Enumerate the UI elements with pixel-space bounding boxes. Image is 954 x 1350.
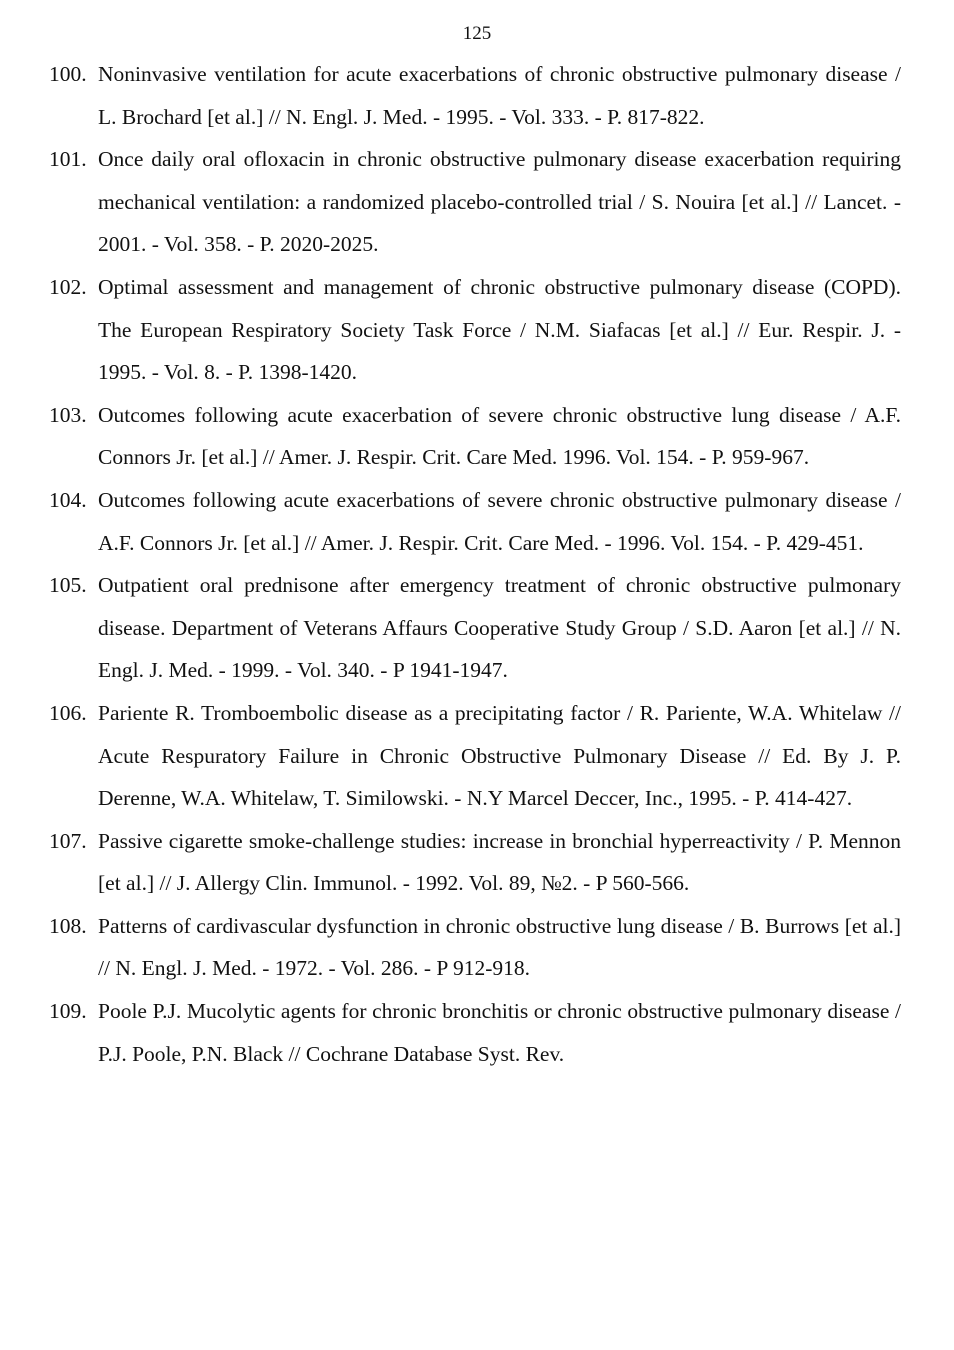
reference-text: Outcomes following acute exacerbations of severe chronic obstructive pulmonary disease / A.F. Connors Jr. [et al.] // Amer. J. Respir. Crit. Care Med. - 1996. Vol. 154. - P. 429-451.	[98, 487, 901, 555]
reference-text: Pariente R. Tromboembolic disease as a precipitating factor / R. Pariente, W.A. Whitelaw // Acute Respuratory Failure in Chronic Obstructive Pulmonary Disease // Ed. By J. P. Derenne, W.A. Whitelaw, T. Similowski. - N.Y Marcel Deccer, Inc., 1995. - P. 414-427.	[98, 700, 901, 811]
reference-text: Outcomes following acute exacerbation of severe chronic obstructive lung disease / A.F. Connors Jr. [et al.] // Amer. J. Respir. Crit. Care Med. 1996. Vol. 154. - P. 959-967.	[98, 402, 901, 470]
reference-number: 107.	[49, 828, 87, 853]
reference-number: 109.	[49, 999, 87, 1024]
page-number: 125	[462, 23, 492, 44]
reference-item	[49, 266, 901, 394]
reference-item	[49, 905, 901, 990]
reference-number: 103.	[49, 402, 87, 427]
reference-text: Passive cigarette smoke-challenge studies: increase in bronchial hyperreactivity / P. Mennon [et al.] // J. Allergy Clin. Immunol. - 1992. Vol. 89, №2. - P 560-566.	[98, 828, 901, 896]
reference-text: Patterns of cardivascular dysfunction in chronic obstructive lung disease / B. Burrows [et al.] // N. Engl. J. Med. - 1972. - Vol. 286. - P 912-918.	[98, 913, 901, 981]
reference-item	[49, 564, 901, 692]
reference-list	[49, 53, 901, 1075]
reference-text: Noninvasive ventilation for acute exacerbations of chronic obstructive pulmonary disease / L. Brochard [et al.] // N. Engl. J. Med. - 1995. - Vol. 333. - P. 817-822.	[98, 62, 901, 129]
reference-number: 100.	[49, 62, 87, 86]
reference-number: 102.	[49, 274, 87, 299]
reference-text: Once daily oral ofloxacin in chronic obstructive pulmonary disease exacerbation requiring mechanical ventilation: a randomized placebo-controlled trial / S. Nouira [et al.] // Lancet. - 2001. - Vol. 358. - P. 2020-2025.	[98, 147, 901, 257]
reference-item	[49, 692, 901, 820]
reference-item	[49, 394, 901, 479]
reference-number: 101.	[49, 147, 87, 172]
reference-item	[49, 138, 901, 266]
reference-item	[49, 479, 901, 564]
reference-number: 106.	[49, 700, 87, 725]
reference-item	[49, 53, 901, 138]
reference-text: Optimal assessment and management of chronic obstructive pulmonary disease (COPD). The European Respiratory Society Task Force / N.M. Siafacas [et al.] // Eur. Respir. J. - 1995. - Vol. 8. - P. 1398-1420.	[98, 274, 901, 385]
reference-item	[49, 990, 901, 1075]
reference-number: 104.	[49, 487, 87, 512]
reference-text: Poole P.J. Mucolytic agents for chronic bronchitis or chronic obstructive pulmonary disease / P.J. Poole, P.N. Black // Cochrane Database Syst. Rev.	[98, 999, 901, 1066]
reference-item	[49, 820, 901, 905]
reference-number: 105.	[49, 573, 87, 598]
reference-text: Outpatient oral prednisone after emergency treatment of chronic obstructive pulmonary disease. Department of Veterans Affaurs Cooperative Study Group / S.D. Aaron [et al.] // N. Engl. J. Med. - 1999. - Vol. 340. - P 1941-1947.	[98, 573, 901, 683]
reference-number: 108.	[49, 913, 87, 938]
